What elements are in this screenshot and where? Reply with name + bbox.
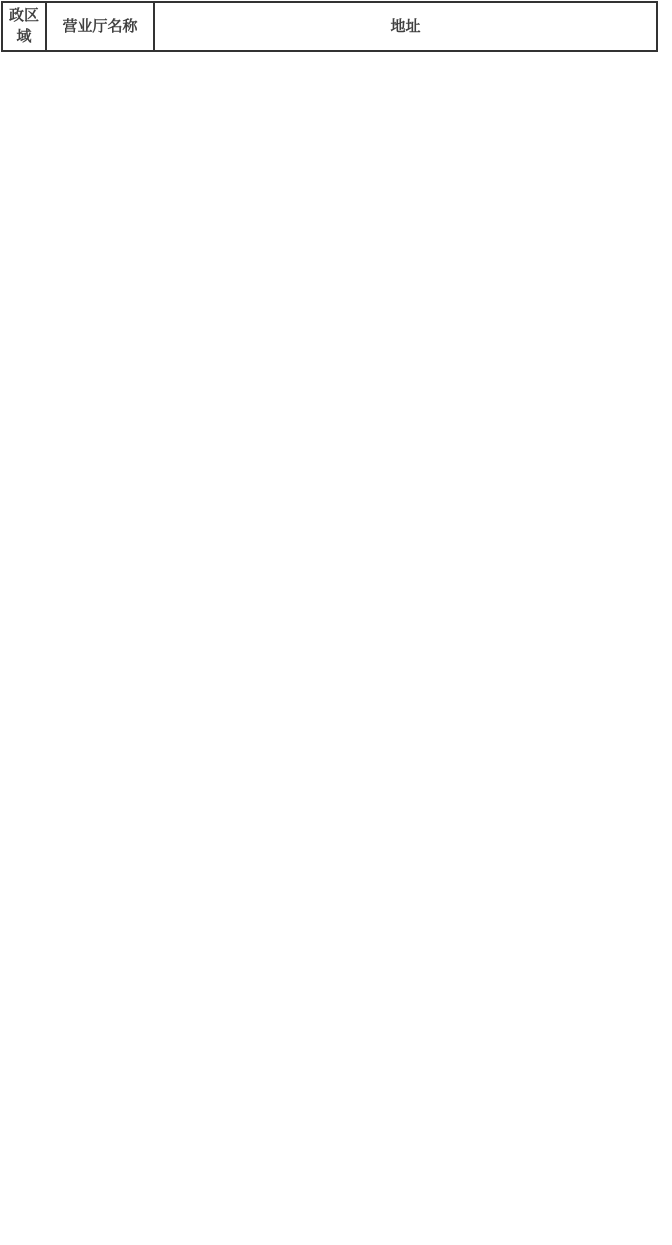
district-block-table (1, 1, 658, 52)
header-district-cell: 政区域 (2, 2, 46, 51)
header-row (2, 2, 657, 51)
branch-address-table (1, 1, 658, 82)
header-address-cell: 地址 (154, 2, 657, 51)
header-hall-cell: 营业厅名称 (46, 2, 154, 51)
